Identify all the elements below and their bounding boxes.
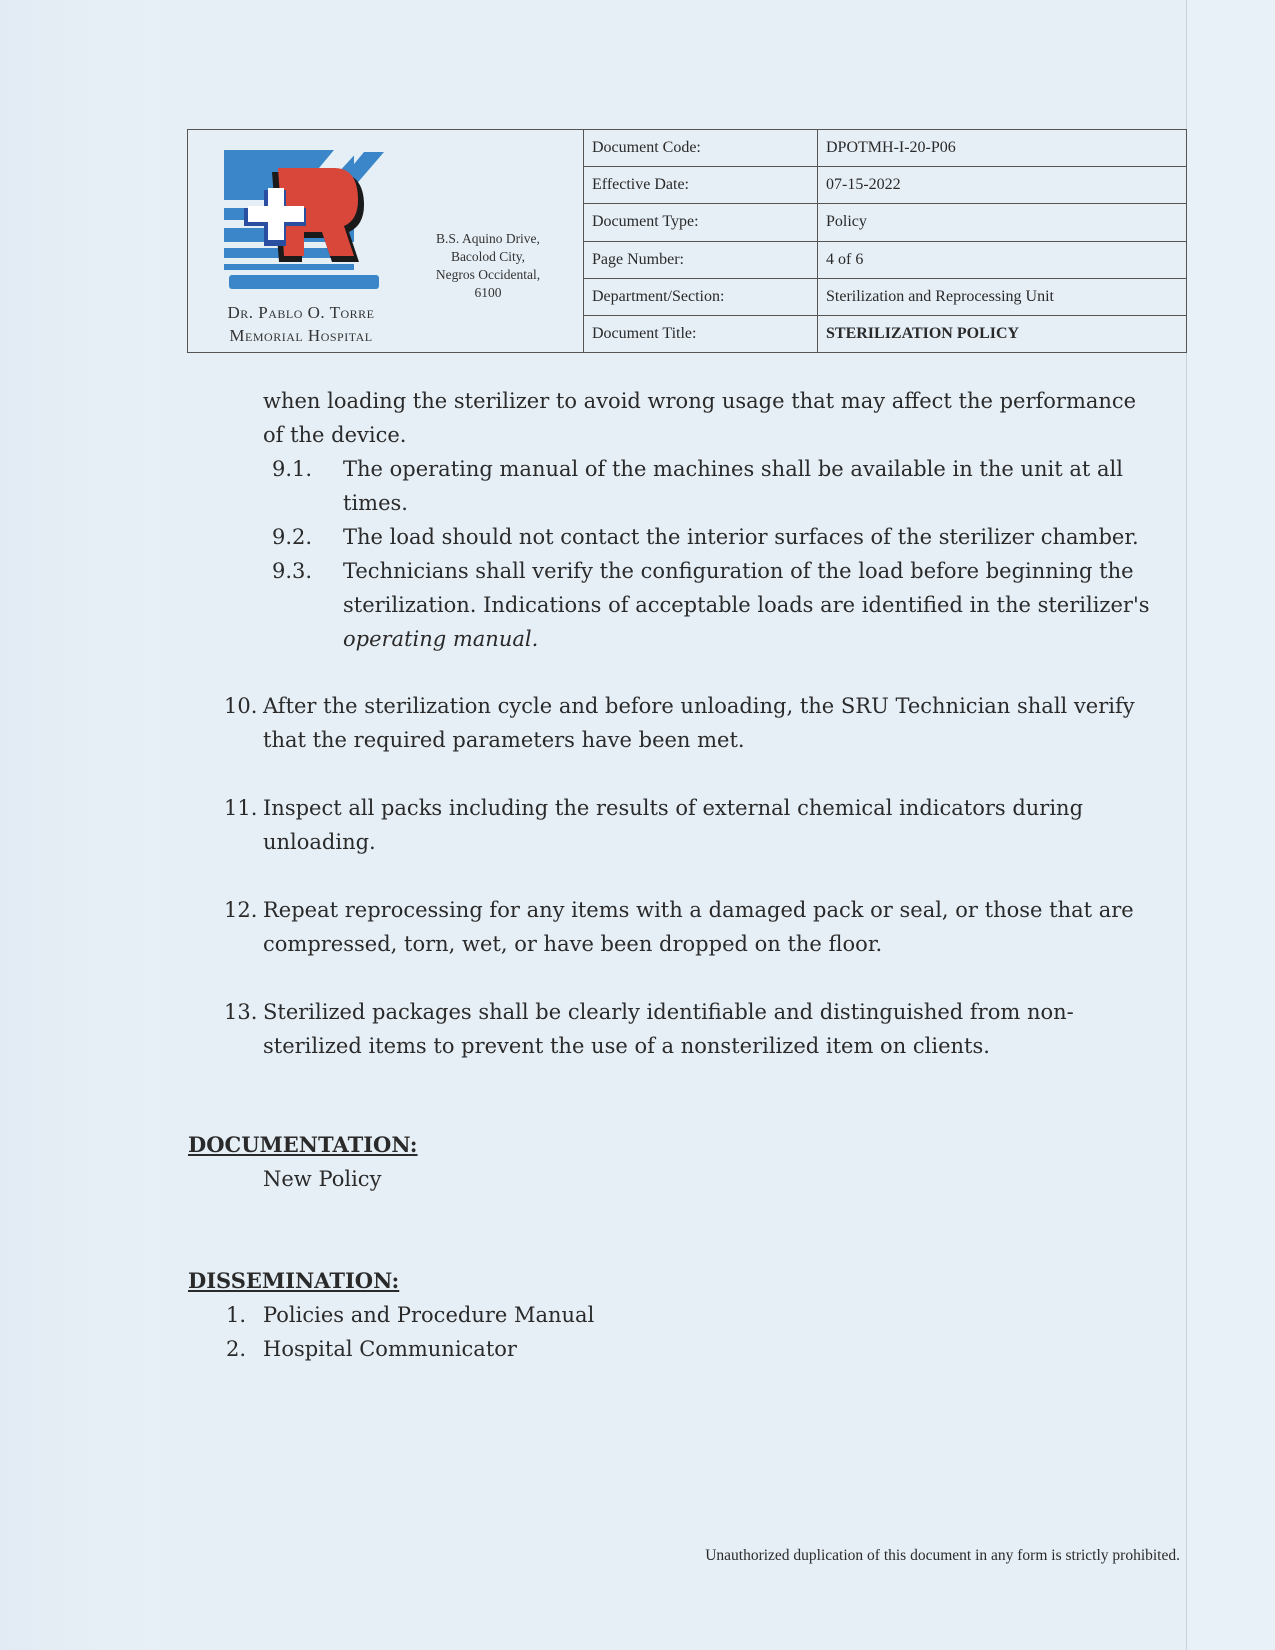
hospital-name-line2: Memorial Hospital <box>229 326 373 345</box>
address-line: Bacolod City, <box>450 249 526 264</box>
document-info-grid <box>584 130 1186 352</box>
info-row-effective-date <box>584 167 1186 204</box>
hospital-logo-icon <box>224 150 384 290</box>
dissemination-heading: DISSEMINATION: <box>188 1268 400 1293</box>
subitem-text: operating manual. <box>343 627 539 651</box>
item-text: unloading. <box>263 830 376 854</box>
item-text: sterilized items to prevent the use of a nonsterilized item on clients. <box>263 1034 990 1058</box>
info-row-department <box>584 279 1186 316</box>
subitem-number: 9.1. <box>272 457 313 481</box>
item-text: After the sterilization cycle and before unloading, the SRU Technician shall verify <box>263 694 1135 718</box>
info-label: Document Code: <box>584 130 818 166</box>
info-label: Document Type: <box>584 204 818 240</box>
item-number: 13. <box>224 1000 258 1024</box>
hospital-name-line1: Dr. Pablo O. Torre <box>227 303 375 322</box>
subitem-text: times. <box>343 491 408 515</box>
info-label: Page Number: <box>584 242 818 278</box>
info-value: DPOTMH-I-20-P06 <box>826 139 956 157</box>
dissemination-item-number: 2. <box>226 1337 247 1361</box>
page-left-margin <box>0 0 160 1650</box>
address-line: 6100 <box>474 285 502 300</box>
subitem-text: The operating manual of the machines shall be available in the unit at all <box>343 457 1123 481</box>
logo-cell <box>188 130 584 352</box>
subitem-text: The load should not contact the interior surfaces of the sterilizer chamber. <box>343 525 1139 549</box>
info-value: Policy <box>826 213 867 231</box>
subitem-number: 9.3. <box>272 559 313 583</box>
info-label: Document Title: <box>584 316 818 352</box>
paragraph-line: when loading the sterilizer to avoid wrong usage that may affect the performance <box>263 389 1137 413</box>
info-row-document-code <box>584 130 1186 167</box>
item-text: compressed, torn, wet, or have been dropped on the floor. <box>263 932 883 956</box>
subitem-number: 9.2. <box>272 525 313 549</box>
dissemination-item-text: Hospital Communicator <box>263 1337 517 1361</box>
item-number: 11. <box>224 796 258 820</box>
info-value: 4 of 6 <box>826 250 864 268</box>
item-number: 10. <box>224 694 258 718</box>
subitem-text: sterilization. Indications of acceptable loads are identified in the sterilizer's <box>343 593 1150 617</box>
hospital-name <box>196 301 406 347</box>
subitem-text: Technicians shall verify the configuration of the load before beginning the <box>343 559 1134 583</box>
dissemination-item-number: 1. <box>226 1303 247 1327</box>
item-text: that the required parameters have been met. <box>263 728 745 752</box>
dissemination-item-text: Policies and Procedure Manual <box>263 1303 595 1327</box>
info-value: Sterilization and Reprocessing Unit <box>826 287 1054 305</box>
info-row-page-number <box>584 242 1186 279</box>
info-value: STERILIZATION POLICY <box>826 324 1020 342</box>
item-text: Sterilized packages shall be clearly identifiable and distinguished from non- <box>263 1000 1074 1024</box>
info-row-document-type <box>584 204 1186 241</box>
item-text: Repeat reprocessing for any items with a damaged pack or seal, or those that are <box>263 898 1134 922</box>
info-row-document-title <box>584 316 1186 352</box>
paragraph-line: of the device. <box>263 423 407 447</box>
page-right-margin <box>1186 0 1275 1650</box>
documentation-heading: DOCUMENTATION: <box>188 1132 418 1157</box>
documentation-text: New Policy <box>263 1167 382 1191</box>
document-header <box>187 129 1187 353</box>
item-number: 12. <box>224 898 258 922</box>
info-label: Effective Date: <box>584 167 818 203</box>
footer-notice: Unauthorized duplication of this document in any form is strictly prohibited. <box>705 1547 1180 1564</box>
address-line: Negros Occidental, <box>435 267 541 282</box>
address-line: B.S. Aquino Drive, <box>436 231 540 246</box>
item-text: Inspect all packs including the results of external chemical indicators during <box>263 796 1084 820</box>
info-label: Department/Section: <box>584 279 818 315</box>
hospital-address <box>413 230 563 302</box>
info-value: 07-15-2022 <box>826 176 901 194</box>
